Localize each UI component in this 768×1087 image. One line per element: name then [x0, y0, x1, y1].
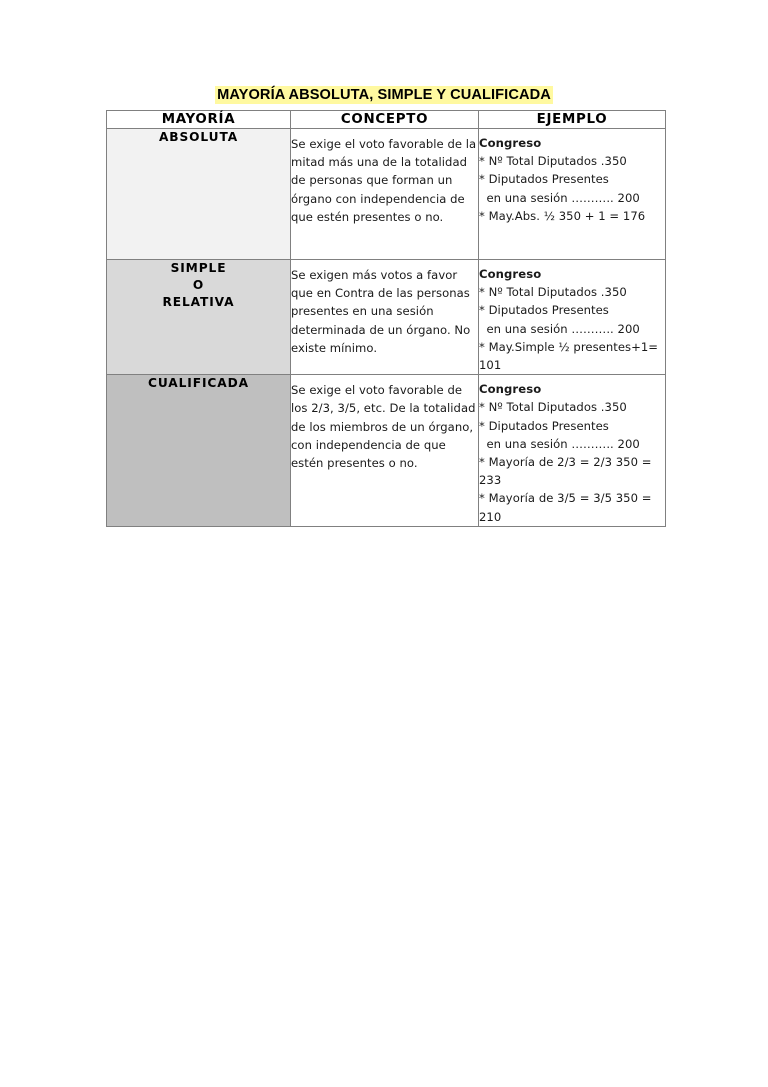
- table-row: [107, 129, 666, 260]
- concept-text: Se exige el voto favorable de la mitad más una de la totalidad de personas que forman un órgano con independencia de que estén presentes o no.: [291, 137, 477, 224]
- table-header-row: [107, 111, 666, 129]
- example-cell-absoluta: [479, 129, 666, 260]
- page-title-text: MAYORÍA ABSOLUTA, SIMPLE Y CUALIFICADA: [217, 87, 551, 103]
- majority-name-simple-relativa: [107, 260, 291, 375]
- example-line: * Nº Total Diputados .350: [479, 154, 627, 169]
- example-line: 210: [479, 509, 502, 524]
- example-line: * Nº Total Diputados .350: [479, 400, 627, 415]
- example-line: * Mayoría de 2/3 = 2/3 350 =: [479, 455, 652, 470]
- majority-name-line: SIMPLE: [170, 261, 227, 275]
- example-line: * Nº Total Diputados .350: [479, 285, 627, 300]
- example-cell-simple-relativa: [479, 260, 666, 375]
- column-header-mayoria: MAYORÍA: [107, 111, 291, 129]
- example-line: 233: [479, 473, 502, 488]
- majority-types-table-wrapper: [106, 110, 665, 527]
- concept-text: Se exige el voto favorable de los 2/3, 3/5, etc. De la totalidad de los miembros de un órgano, con independencia de que estén presentes o no.: [291, 383, 476, 471]
- example-line: * May.Simple ½ presentes+1=: [479, 339, 659, 354]
- example-line: * May.Abs. ½ 350 + 1 = 176: [479, 208, 646, 223]
- concept-cell-simple-relativa: [291, 260, 479, 375]
- example-lead: Congreso: [479, 382, 542, 397]
- example-lead: Congreso: [479, 136, 542, 150]
- concept-text: Se exigen más votos a favor que en Contra de las personas presentes en una sesión determinada de un órgano. No existe mínimo.: [291, 268, 471, 355]
- table-row: [107, 375, 666, 527]
- majority-name-absoluta: [107, 129, 291, 260]
- majority-name-line: RELATIVA: [162, 295, 235, 309]
- concept-cell-absoluta: [291, 129, 479, 260]
- table-row: [107, 260, 666, 375]
- example-lead: Congreso: [479, 267, 542, 281]
- example-line: en una sesión ……….. 200: [479, 436, 640, 451]
- majority-name-cualificada: [107, 375, 291, 527]
- example-line: en una sesión ……….. 200: [479, 190, 640, 205]
- table-head: [107, 111, 666, 129]
- example-line: en una sesión ……….. 200: [479, 321, 640, 336]
- column-header-concepto: CONCEPTO: [291, 111, 479, 129]
- page-title: [0, 87, 768, 104]
- majority-name-line: ABSOLUTA: [158, 130, 239, 144]
- majority-name-line: O: [192, 278, 205, 292]
- example-line: * Diputados Presentes: [479, 303, 609, 318]
- concept-cell-cualificada: [291, 375, 479, 527]
- column-header-ejemplo: EJEMPLO: [479, 111, 666, 129]
- example-line: * Diputados Presentes: [479, 418, 609, 433]
- majority-types-table: [106, 110, 666, 527]
- example-line: * Diputados Presentes: [479, 172, 609, 187]
- example-line: 101: [479, 358, 502, 373]
- majority-name-line: CUALIFICADA: [148, 376, 249, 391]
- example-line: * Mayoría de 3/5 = 3/5 350 =: [479, 491, 652, 506]
- example-cell-cualificada: [479, 375, 666, 527]
- table-body: [107, 129, 666, 527]
